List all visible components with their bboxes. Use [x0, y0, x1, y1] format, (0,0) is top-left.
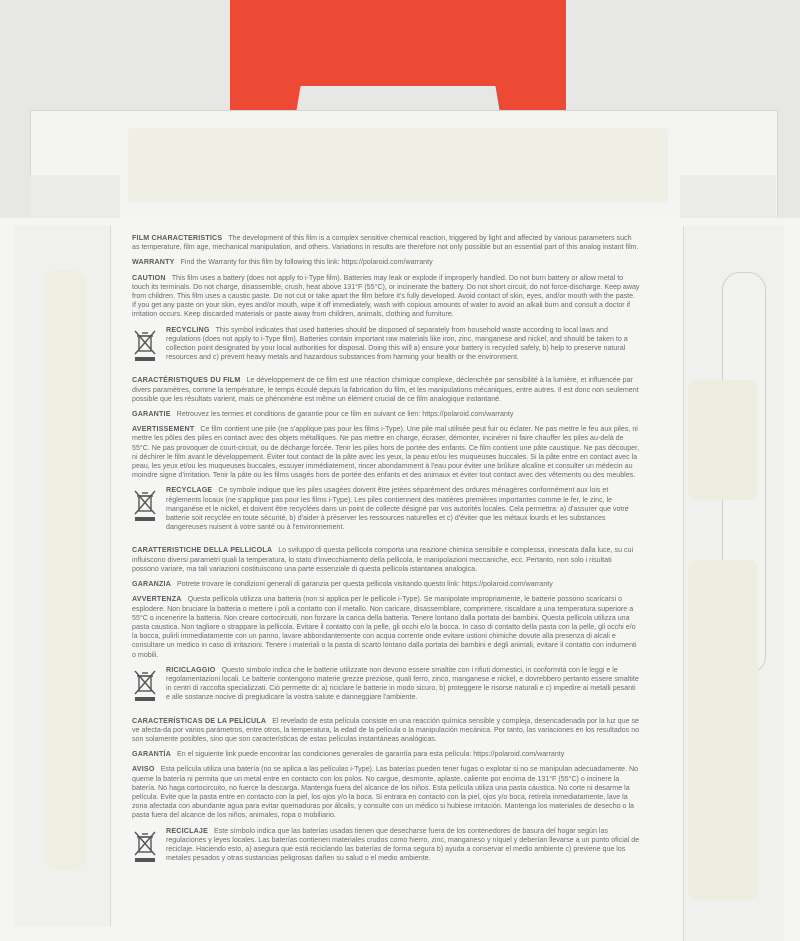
crossed-bin-icon: [132, 488, 158, 522]
glue-residue-left: [44, 270, 86, 870]
caution: AVISO Esta película utiliza una batería (no se aplica a las películas i-Type). Las baterías pueden tener fugas o explotar si no se manipulan adecuadamente. No queme la batería ni permita que un metal entre en contacto con los polos. No cargue, desmonte, aplaste, caliente por encima de 131°F (55°C) o incinere la batería. No haga cortocircuito, no fuerce la descarga. Mantenga fuera del alcance de los niños. Esta película utiliza una pasta cáustica. No corte ni desarme la película. Evite que la pasta entre en contacto con la piel, los ojos y/o la boca. Si entrara en contacto con la piel, ojos y/o boca, retírela inmediatamente, lave la zona afectada con abundante agua para evitar quemaduras por álcalis, y consulte con un médico si hubiese irritación. Mantenga los materiales de desecho o la pasta fuera del alcance de los niños, animales, ropa o mobiliario.: [132, 765, 639, 820]
warranty: GARANTIE Retrouvez les termes et conditions de garantie pour ce film en suivant ce lien: https://polaroid.com/warranty: [132, 410, 514, 419]
caution: CAUTION This film uses a battery (does not apply to i-Type film). Batteries may leak or explode if improperly handled. Do not burn battery or allow metal to touch its terminals. Do not charge, disassemble, crush, heat above 131°F (55°C), or incinerate the battery. Do not short circuit, do not force-discharge. Keep away from children. This film uses a caustic paste. Do not cut or take apart the film before it's fully developed. Avoid contact of skin, eyes, and/or mouth with the paste. If you get any paste on your skin, eyes and/or mouth, wipe it off immediately, wash with copious amounts of water to avoid an alkali burn and consult a doctor if irritation occurs. Keep discarded materials or paste away from children, animals, clothing and furniture.: [132, 273, 640, 319]
flap-notch-left: [30, 175, 120, 219]
film-characteristics: CARATTERISTICHE DELLA PELLICOLA Lo sviluppo di questa pellicola comporta una reazione chimica sensibile e complessa, innescata dalla luce, su cui influiscono diversi parametri quali la temperatura, lo stato d'invecchiamento della pellicola, le manipolazioni meccaniche, ecc. Pertanto, non solo i risultati possono variare, ma tali variazioni costituiscono una parte essenziale di questa pellicola istantanea analogica.: [132, 546, 634, 573]
film-characteristics: FILM CHARACTERISTICS The development of this film is a complex sensitive chemical reaction, triggered by light and affected by various parameters such as temperature, film age, mechanical manipulation, and others. Variations in results are therefore not only possible but an essential part of this analog instant film.: [132, 234, 639, 252]
caution: AVERTISSEMENT Ce film contient une pile (ne s'applique pas pour les films i-Type). Une pile mal utilisée peut fuir ou éclater. Ne pas mettre le feu aux piles, ni mettre les pôles des piles en contact avec des objets métalliques. Ne pas mettre en charge, écraser, démonter, incinérer ni faire chauffer les piles au-delà de 55°C. Ne pas provoquer de court-circuit, ou de décharge forcée. Tenir les piles hors de portée des enfants. Ce film contient une pâte caustique. Ne pas découper, ni déchirer le film avant le développement. Éviter tout contact de la pâte avec les yeux, la peau et/ou les muqueuses buccales. Si la pâte entre en contact avec la peau, les yeux et/ou les muqueuses buccales, essuyer immédiatement, rincer abondamment à l'eau pour éviter une brûlure alcaline et consulter un médecin au moindre signe d'irritation. Tenir la pâte ou les films usagés hors de portée des enfants et des animaux et éviter tout contact avec des vêtements ou des meubles.: [132, 425, 640, 480]
crossed-bin-icon: [132, 328, 158, 362]
recycling: RECYCLING This symbol indicates that used batteries should be disposed of separately from household waste according to local laws and regulations (does not apply to i-Type film). Batteries contain important raw materials like iron, zinc, manganese and nickel, and should be taken to a collection point designated by your local authorities for disposal. Doing this will a) ensure your battery is recycled safely, b) help to preserve natural resources and c) prevent heavy metals and hazardous substances from harming your health or the environment.: [132, 326, 640, 363]
warranty: GARANZIA Potrete trovare le condizioni generali di garanzia per questa pellicola visitando questo link: https://polaroid.com/warranty: [132, 580, 553, 589]
recycling: RICICLAGGIO Questo simbolo indica che le batterie utilizzate non devono essere smaltite con i rifiuti domestici, in conformità con le leggi e le regolamentazioni locali. Le batterie contengono materie grezze preziose, quali ferro, zinco, manganese e nickel, e dovrebbero pertanto essere smaltite in centri di raccolta specializzati. Ciò permette di: a) riciclare le batterie in modo sicuro, b) proteggere le risorse naturali e c) impedire ai metalli pesanti e alle sostanze nocive di pregiudicare la vostra salute e danneggiare l'ambiente.: [132, 666, 640, 703]
crossed-bin-icon: [132, 668, 158, 702]
film-characteristics: CARACTÉRISTIQUES DU FILM Le développement de ce film est une réaction chimique complexe, déclenchée par sensibilité à la lumière, et influencée par divers paramètres, comme la température, le temps écoulé depuis la fabrication du film, et les manipulations mécaniques, entre autres. Il est donc non seulement possible que les résultats varient, mais ce phénomène est même un élément crucial de ce film analogique instantané.: [132, 376, 639, 403]
glue-residue-right: [688, 560, 758, 900]
caution: AVVERTENZA Questa pellicola utilizza una batteria (non si applica per le pellicole i-Type). Se manipolate impropriamente, le batterie possono scaricarsi o esplodere. Non bruciare la batteria o mettere i poli a contatto con il metallo. Non caricare, disassemblare, comprimere, riscaldare a una temperatura superiore a 55°C o incenerire la batteria. Non creare cortocircuiti, non forzare la carica della batteria. Tenere lontano dalla portata dei bambini. Questa pellicola utilizza una pasta caustica. Non tagliare o strappare la pellicola. Evitare il contatto con la pelle, gli occhi e/o la bocca. In caso di contatto della pasta con la pelle, gli occhi e/o la bocca, pulirli immediatamente con un panno, lavare abbondantemente con acqua corrente onde evitare ustioni chimiche dovute alla presenza di alcali e consultare un medico in caso di irritazioni. Tenere i materiali o la pasta di scarto lontano dalla portata dei bambini e degli animali, evitare il contatto con indumenti o mobili.: [132, 595, 637, 659]
warranty: GARANTÍA En el siguiente link puede encontrar las condiciones generales de garantía para esta película: https://polaroid.com/warranty: [132, 750, 565, 759]
recycling: RECYCLAGE Ce symbole indique que les piles usagées doivent être jetées séparément des ordures ménagères conformément aux lois et règlements locaux (ne s'applique pas pour les films i-Type). Les piles contiennent des matières premières importantes comme le fer, le zinc, le manganèse et le nickel, et doivent être recyclées dans un point de collecte désigné par vos autorités locales. Cela permettra: a) d'assurer que votre batterie soit recyclée en toute sécurité, b) d'aider à préserver les ressources naturelles et c) d'éviter que les métaux lourds et les substances dangereuses nuisent à votre santé ou à l'environnement.: [132, 486, 640, 532]
warranty: WARRANTY Find the Warranty for this film by following this link: https://polaroid.com/warranty: [132, 258, 433, 267]
flap-notch-right: [680, 175, 776, 219]
recycling: RECICLAJE Este símbolo indica que las baterías usadas tienen que desecharse fuera de los contenedores de basura del hogar según las regulaciones y leyes locales. Las baterías contienen materiales crudos como hierro, zinc, manganeso y níquel y deberían llevarse a un punto oficial de reciclaje. Haciendo esto, a) asegura que está reciclando las baterías de forma segura b) ayuda a conservar el medio ambiente c) previene que los metales pesados y otras sustancias peligrosas dañen su salud o el medio ambiente.: [132, 827, 640, 864]
glue-residue-right: [688, 380, 758, 500]
red-pull-tab[interactable]: [230, 0, 566, 86]
film-characteristics: CARACTERÍSTICAS DE LA PELÍCULA El revelado de esta película consiste en una reacción química sensible y compleja, desencadenada por la luz que se ve afecta-da por varios parámetros, entre otros, la temperatura, la edad de la película o la manipulación mecánica. Por tanto, las variaciones en los resultados no son solamente posibles, sino que son características de estas películas instantáneas analógicas.: [132, 716, 640, 743]
crossed-bin-icon: [132, 829, 158, 863]
glue-residue-top: [128, 128, 668, 203]
safety-text-panel: [132, 234, 640, 924]
